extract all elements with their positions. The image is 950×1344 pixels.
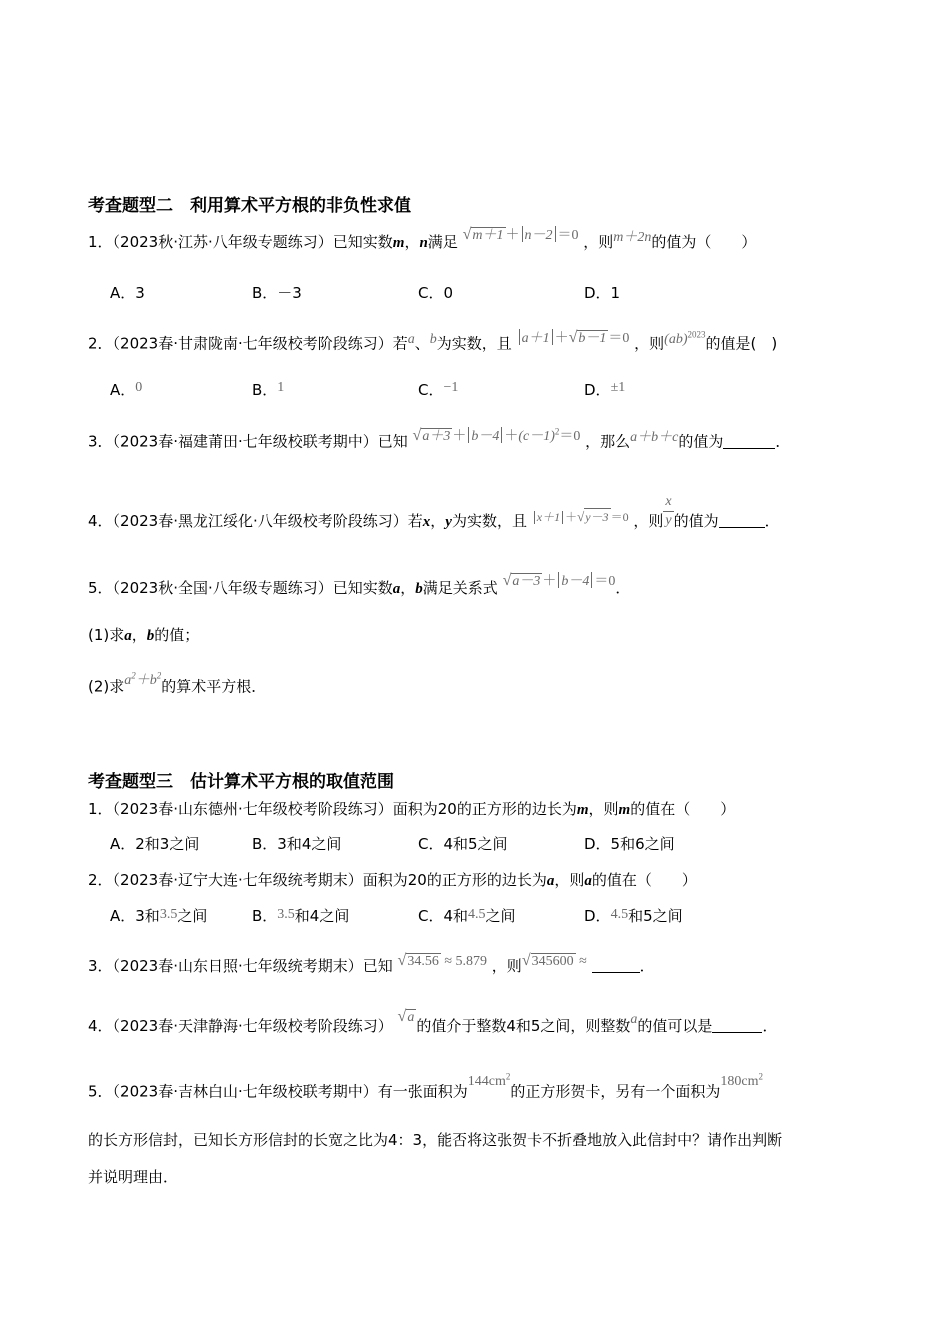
text: 的值在（ ） <box>630 800 736 818</box>
s3-q5-line2: 的长方形信封，已知长方形信封的长宽之比为4：3，能否将这张贺卡不折叠地放入此信封中？请作出判断 <box>88 1131 783 1149</box>
var-m: m <box>618 802 631 818</box>
text: 为实数，且 <box>436 334 512 353</box>
option-d[interactable]: D．5和6之间 <box>584 835 675 853</box>
text: ，则 <box>634 334 665 353</box>
text: ，则 <box>554 871 585 889</box>
s3-q5-line3: 并说明理由． <box>88 1168 179 1186</box>
text: 的值为 <box>673 512 719 530</box>
question-source: （2023春·甘肃陇南·七年级校考阶段练习）若 <box>112 334 408 353</box>
option-c[interactable]: C．−1 <box>418 380 459 399</box>
option-c[interactable]: C．4和5之间 <box>418 835 508 853</box>
text: 的值为 <box>678 432 724 451</box>
var-b: b <box>429 331 437 347</box>
var-a: a <box>546 873 555 889</box>
text: ． <box>639 957 655 975</box>
option-c[interactable]: C．0 <box>418 284 454 302</box>
question-number: 3． <box>88 432 113 451</box>
text: 的值在（ ） <box>591 871 697 889</box>
section2-title: 考查题型二 利用算术平方根的非负性求值 <box>88 196 411 216</box>
answer-blank[interactable] <box>723 434 775 449</box>
question-number: 1． <box>88 233 113 251</box>
answer-blank[interactable] <box>592 958 640 973</box>
question-source: （2023春·黑龙江绥化·八年级校考阶段练习）若 <box>112 512 423 530</box>
condition-formula: a＋1 ＋√b－1 ＝0 <box>517 331 630 346</box>
text: ，则 <box>633 512 664 530</box>
question-number: 2． <box>88 871 113 889</box>
text: 的值介于整数4和5之间，则整数 <box>416 1017 631 1035</box>
option-a[interactable]: A．2和3之间 <box>110 835 200 853</box>
sum-of-squares: $a^2+b^2$ <box>124 670 162 688</box>
text: 满足关系式 <box>422 579 498 597</box>
text: ，则 <box>588 800 619 818</box>
option-b[interactable]: B．3.5和4之间 <box>252 907 350 925</box>
question-number: 2． <box>88 334 113 353</box>
question-number: 1． <box>88 800 113 818</box>
option-a[interactable]: A．3和3.5之间 <box>110 907 208 925</box>
question-source: （2023春·山东德州·七年级校考阶段练习）面积为20的正方形的边长为 <box>112 800 577 818</box>
var-a: a <box>392 581 401 597</box>
question-number: 3． <box>88 957 113 975</box>
comma: ， <box>404 233 420 251</box>
var-b: b <box>415 581 423 597</box>
var-n: n <box>419 235 428 251</box>
option-d[interactable]: D．±1 <box>584 380 626 399</box>
text: ，则 <box>583 233 614 251</box>
s3-question-4 <box>88 1008 778 1038</box>
comma: ， <box>430 512 446 530</box>
s2-question-3 <box>88 428 790 454</box>
s3-question-5 <box>88 1071 763 1104</box>
text: ． <box>615 579 631 597</box>
s2-question-4 <box>88 494 780 540</box>
var-a: a <box>584 873 592 889</box>
question-source: （2023春·天津静海·七年级校考阶段练习） <box>112 1017 393 1035</box>
target-formula: √345600 ≈ <box>521 952 587 969</box>
text: ． <box>775 432 791 451</box>
answer-blank[interactable] <box>712 1018 762 1033</box>
question-source: （2023春·福建莆田·七年级校联考期中）已知 <box>112 432 408 451</box>
option-c[interactable]: C．4和4.5之间 <box>418 907 516 925</box>
var-m: m <box>576 802 589 818</box>
s2-question-5 <box>88 572 631 600</box>
s2-question-2 <box>88 330 777 356</box>
text: 的值是( ) <box>705 334 778 353</box>
option-b[interactable]: B．1 <box>252 380 285 399</box>
var-a: a <box>407 331 415 347</box>
option-a[interactable]: A．3 <box>110 284 145 302</box>
option-b[interactable]: B．－3 <box>252 284 302 302</box>
var-x: x <box>422 514 431 530</box>
text: ，则 <box>491 957 522 975</box>
text: 满足 <box>427 233 458 251</box>
s2-question-1 <box>88 226 757 254</box>
fraction: $\frac{x}{y}$ <box>665 494 672 528</box>
text: ． <box>762 1017 778 1035</box>
expression: m＋2n <box>613 230 652 245</box>
answer-blank[interactable] <box>719 513 765 528</box>
text: ． <box>764 512 780 530</box>
power-expression: (ab)$^{2023}$ <box>664 329 706 347</box>
question-source: （2023春·吉林白山·七年级校联考期中）有一张面积为 <box>112 1082 468 1101</box>
area-envelope: $180cm^2$ <box>720 1071 763 1089</box>
question-source: （2023春·辽宁大连·七年级统考期末）面积为20的正方形的边长为 <box>112 871 547 889</box>
question-number: 5． <box>88 1082 113 1101</box>
condition-formula: √m＋1 ＋ n－2 ＝0 <box>462 226 579 243</box>
s2-q5-part2: (2)求$a^2+b^2$的算术平方根． <box>88 670 267 696</box>
question-source: （2023秋·江苏·八年级专题练习）已知实数 <box>112 233 393 251</box>
condition-formula: √a－3 ＋ b－4 ＝0 <box>502 572 616 589</box>
var-y: y <box>445 514 452 530</box>
text: 为实数，且 <box>451 512 527 530</box>
text: 、 <box>414 334 430 353</box>
var-a: a <box>630 1012 638 1027</box>
sqrt-a: √a <box>397 1008 415 1025</box>
text: 的正方形贺卡，另有一个面积为 <box>510 1082 721 1101</box>
text: 的值可以是 <box>637 1017 713 1035</box>
section3-title: 考查题型三 估计算术平方根的取值范围 <box>88 772 394 792</box>
question-number: 4． <box>88 1017 113 1035</box>
expression: a＋b＋c <box>630 429 679 445</box>
option-b[interactable]: B．3和4之间 <box>252 835 342 853</box>
text: ，那么 <box>585 432 631 451</box>
comma: ， <box>400 579 416 597</box>
condition-formula: $√a+3 + b-4 +(c-1)^2=0$ <box>412 426 581 444</box>
text: 的值为（ ） <box>651 233 757 251</box>
s3-question-1 <box>88 799 735 820</box>
var-m: m <box>392 235 405 251</box>
question-number: 4． <box>88 512 113 530</box>
s2-q5-part1: (1)求a，b的值； <box>88 626 200 644</box>
option-d[interactable]: D．1 <box>584 284 621 302</box>
s3-question-3 <box>88 952 655 978</box>
question-source: （2023春·山东日照·七年级统考期末）已知 <box>112 957 393 975</box>
question-source: （2023秋·全国·八年级专题练习）已知实数 <box>112 579 393 597</box>
option-d[interactable]: D．4.5和5之间 <box>584 907 683 925</box>
s3-question-2 <box>88 870 697 891</box>
question-number: 5． <box>88 579 113 597</box>
given-formula: √34.56 ≈ 5.879 <box>397 952 488 969</box>
condition-formula: x＋1 ＋√y－3 ＝0 <box>532 510 629 524</box>
area-card: $144cm^2$ <box>467 1071 511 1089</box>
option-a[interactable]: A．0 <box>110 380 143 399</box>
